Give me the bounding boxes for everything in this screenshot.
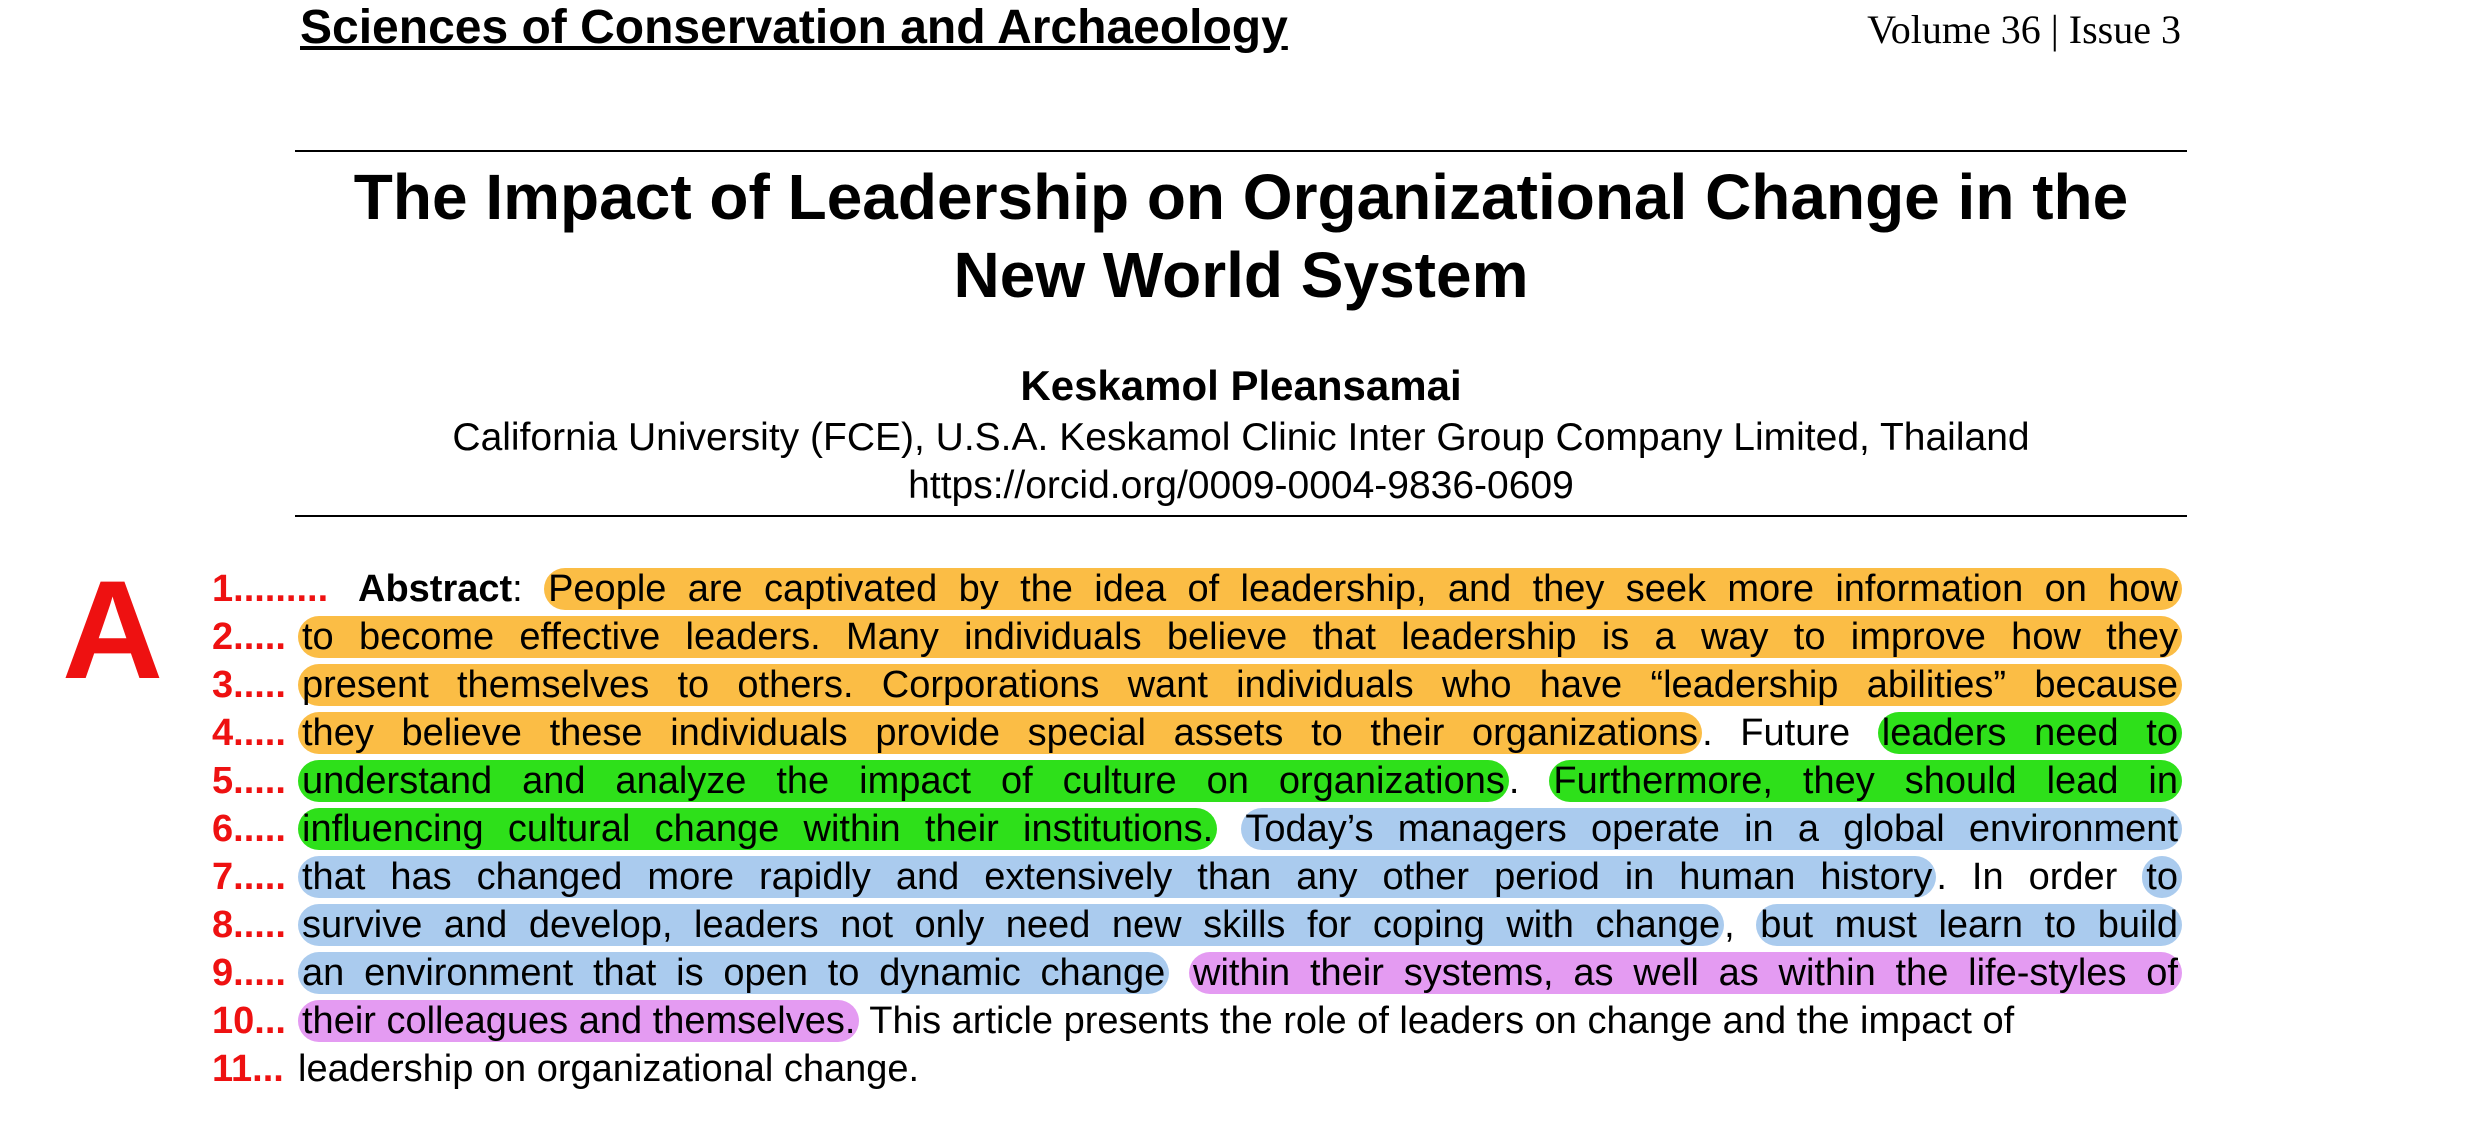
- abstract-body: [298, 565, 2182, 1093]
- journal-name: Sciences of Conservation and Archaeology: [300, 1, 1288, 54]
- highlighted-text-orange: to become effective leaders. Many individuals believe that leadership is a way to improve how they: [298, 616, 2182, 658]
- line-number: 10...: [212, 1000, 286, 1042]
- abstract-line: [298, 901, 2182, 949]
- line-number: 6.....: [212, 808, 286, 850]
- highlighted-text-orange: People are captivated by the idea of leadership, and they seek more information on how: [544, 568, 2182, 610]
- abstract-text: leadership on organizational change.: [298, 1048, 920, 1090]
- highlighted-text-blue: to: [2142, 856, 2182, 898]
- line-number: 5.....: [212, 760, 286, 802]
- line-number: 11...: [212, 1048, 284, 1090]
- highlighted-text-blue: an environment that is open to dynamic change: [298, 952, 1169, 994]
- highlighted-text-blue: Today’s managers operate in a global environment: [1241, 808, 2182, 850]
- line-number: 4.....: [212, 712, 286, 754]
- highlighted-text-green: Furthermore, they should lead in: [1549, 760, 2182, 802]
- author-name: Keskamol Pleansamai: [1020, 362, 1462, 409]
- line-number: 9.....: [212, 952, 286, 994]
- highlighted-text-blue: but must learn to build: [1756, 904, 2182, 946]
- abstract-line: [298, 1045, 2182, 1093]
- abstract-text: . Future: [1702, 712, 1878, 754]
- line-number: 3.....: [212, 664, 286, 706]
- author-affiliation: California University (FCE), U.S.A. Keskamol Clinic Inter Group Company Limited, Thailand: [452, 416, 2030, 459]
- orcid-link[interactable]: https://orcid.org/0009-0004-9836-0609: [908, 464, 1574, 507]
- abstract-text: [1217, 808, 1241, 850]
- highlighted-text-purple: within their systems, as well as within the life-styles of: [1189, 952, 2182, 994]
- abstract-label: Abstract: [358, 568, 513, 610]
- highlighted-text-green: influencing cultural change within their institutions.: [298, 808, 1217, 850]
- line-number: 2.....: [212, 616, 286, 658]
- line-number: 7.....: [212, 856, 286, 898]
- abstract-label-colon: :: [512, 568, 545, 610]
- bottom-rule: [295, 515, 2187, 517]
- paper-title: The Impact of Leadership on Organizational Change in the New World System: [353, 161, 2129, 311]
- abstract-line: [298, 709, 2182, 757]
- highlighted-text-green: understand and analyze the impact of culture on organizations: [298, 760, 1509, 802]
- abstract-line: [298, 565, 2182, 613]
- highlighted-text-blue: survive and develop, leaders not only need new skills for coping with change: [298, 904, 1724, 946]
- highlighted-text-orange: present themselves to others. Corporations want individuals who have “leadership abilities” because: [298, 664, 2182, 706]
- highlighted-text-purple: their colleagues and themselves.: [298, 1000, 859, 1042]
- abstract-text: [1169, 952, 1189, 994]
- line-number: 1.........: [212, 568, 329, 610]
- highlighted-text-orange: they believe these individuals provide special assets to their organizations: [298, 712, 1702, 754]
- abstract-text: . In order: [1936, 856, 2143, 898]
- highlighted-text-green: leaders need to: [1878, 712, 2182, 754]
- highlighted-text-blue: that has changed more rapidly and extensively than any other period in human history: [298, 856, 1936, 898]
- abstract-line: [298, 997, 2182, 1045]
- abstract-text: .: [1508, 760, 1550, 802]
- section-marker-annotation: A: [62, 551, 164, 708]
- abstract-line: [298, 613, 2182, 661]
- abstract-line: [298, 949, 2182, 997]
- abstract-line: [298, 853, 2182, 901]
- abstract-line: [298, 805, 2182, 853]
- abstract-text: ,: [1724, 904, 1757, 946]
- abstract-text: This article presents the role of leaders on change and the impact of: [859, 1000, 2015, 1042]
- abstract-line: [298, 757, 2182, 805]
- line-number: 8.....: [212, 904, 286, 946]
- volume-issue: Volume 36 | Issue 3: [1867, 7, 2181, 52]
- top-rule: [295, 150, 2187, 152]
- abstract-line: [298, 661, 2182, 709]
